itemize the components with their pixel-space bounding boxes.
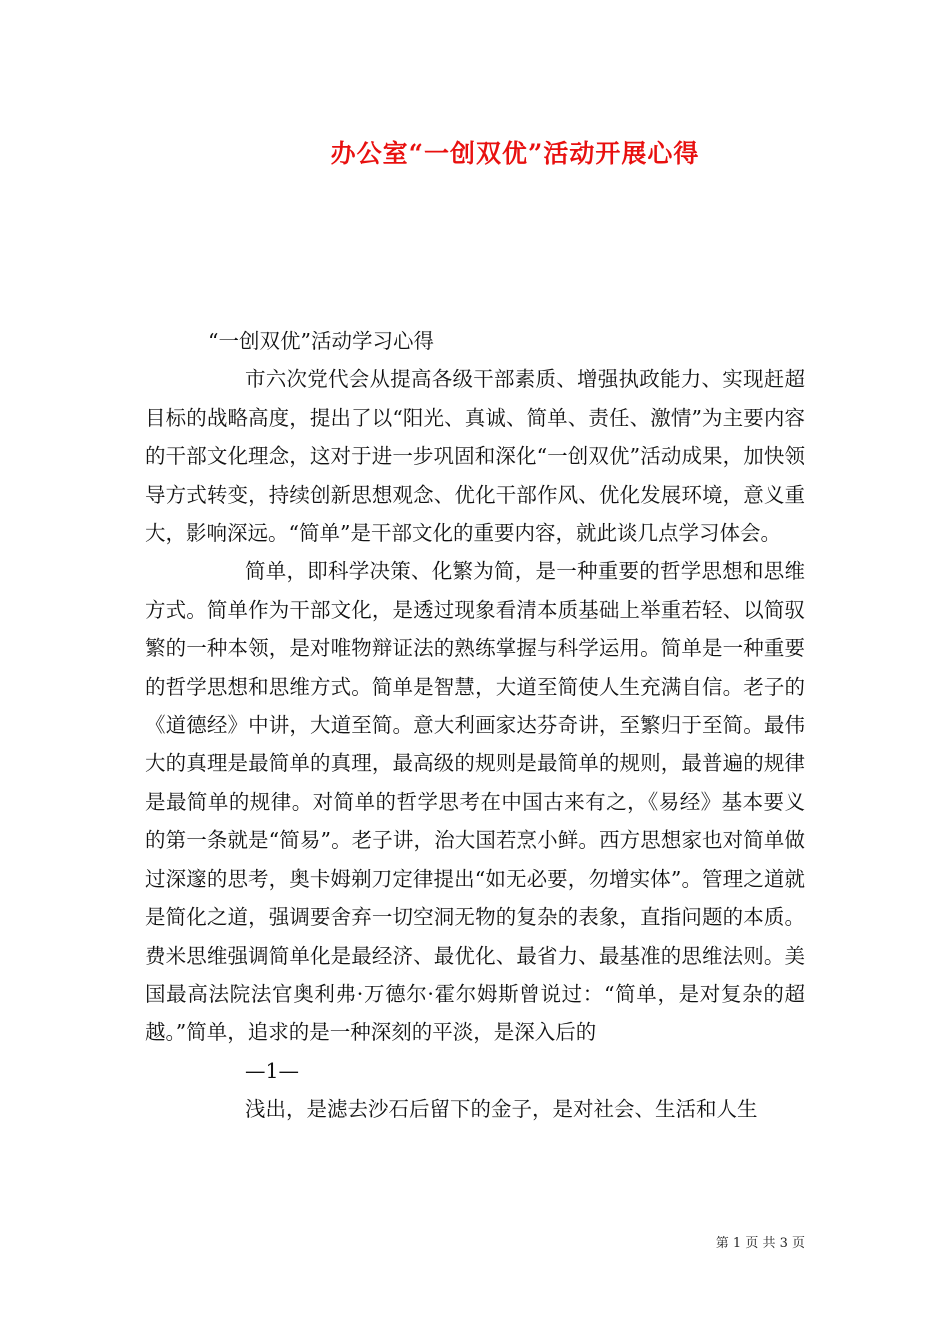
paragraph-simplicity: 简单，即科学决策、化繁为简，是一种重要的哲学思想和思维方式。简单作为干部文化，是透过现象看清本质基础上举重若轻、以简驭繁的一种本领，是对唯物辩证法的熟练掌握与科学运用。简单是一种重要的哲学思想和思维方式。简单是智慧，大道至简使人生充满自信。老子的《道德经》中讲，大道至简。意大利画家达芬奇讲，至繁归于至简。最伟大的真理是最简单的真理，最高级的规则是最简单的规则，最普遍的规律是最简单的规律。对简单的哲学思考在中国古来有之，《易经》基本要义的第一条就是“简易”。老子讲，治大国若烹小鲜。西方思想家也对简单做过深邃的思考，奥卡姆剃刀定律提出“如无必要，勿增实体”。管理之道就是简化之道，强调要舍弃一切空洞无物的复杂的表象，直指问题的本质。费米思维强调简单化是最经济、最优化、最省力、最基准的思维法则。美国最高法院法官奥利弗·万德尔·霍尔姆斯曾说过：“简单，是对复杂的超越。”简单，追求的是一种深刻的平淡，是深入后的 xyxy=(145,559,805,1045)
document-title: 办公室“一创双优”活动开展心得 xyxy=(330,139,700,168)
paragraph-continuation: 浅出，是滤去沙石后留下的金子，是对社会、生活和人生 xyxy=(245,1097,758,1122)
page-footer: 第 1 页 共 3 页 xyxy=(715,1236,805,1251)
document-body xyxy=(145,322,805,1129)
paragraph-intro: 市六次党代会从提高各级干部素质、增强执政能力、实现赶超目标的战略高度，提出了以“阳光、真诚、简单、责任、激情”为主要内容的干部文化理念，这对于进一步巩固和深化“一创双优”活动成果，加快领导方式转变，持续创新思想观念、优化干部作风、优化发展环境，意义重大，影响深远。“简单”是干部文化的重要内容，就此谈几点学习体会。 xyxy=(145,367,805,546)
page-number-marker: —1— xyxy=(245,1058,300,1083)
document-subtitle: “一创双优”活动学习心得 xyxy=(208,329,434,353)
